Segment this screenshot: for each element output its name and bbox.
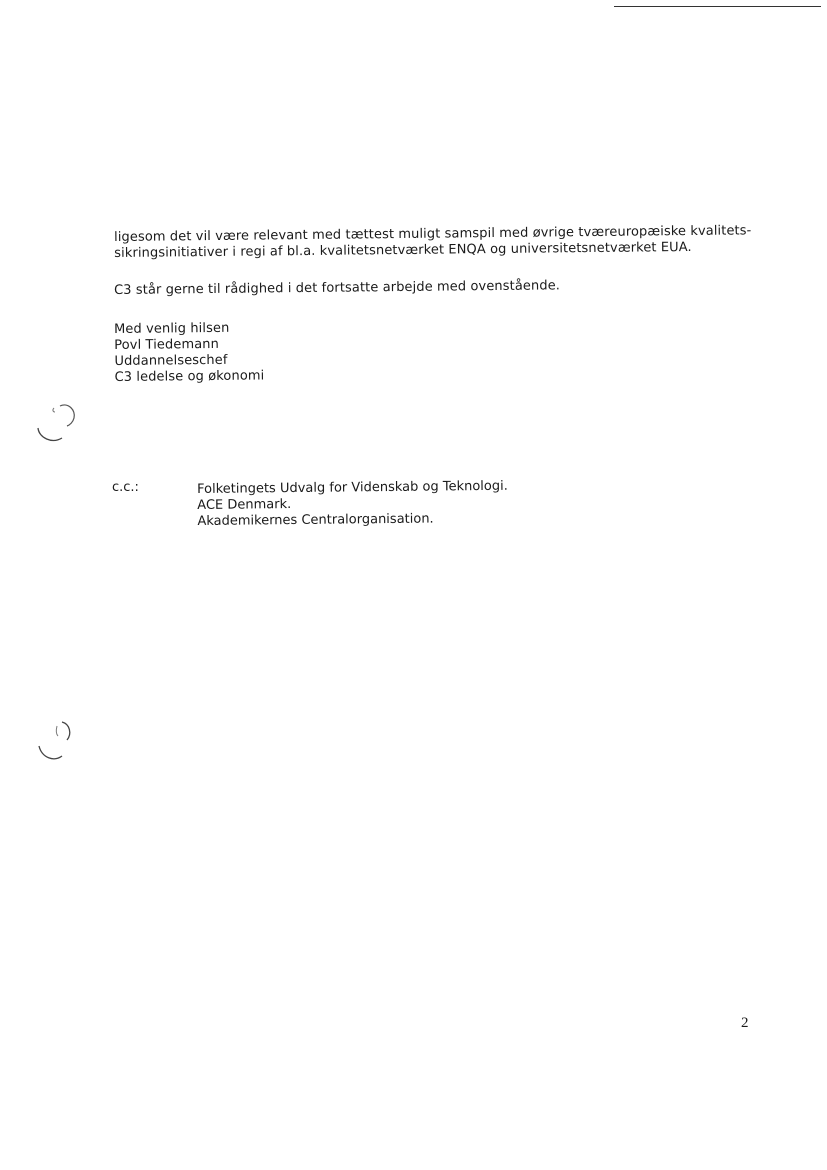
signer-name: Povl Tiedemann bbox=[114, 336, 220, 353]
signer-department: C3 ledelse og økonomi bbox=[114, 368, 265, 385]
cc-recipient: ACE Denmark. bbox=[197, 497, 292, 513]
availability-paragraph: C3 står gerne til rådighed i det fortsatte arbejde med ovenstående. bbox=[114, 278, 561, 298]
cc-recipient-list bbox=[197, 479, 508, 530]
cc-recipient: Akademikernes Centralorganisation. bbox=[197, 511, 434, 529]
paragraph-continuation bbox=[114, 223, 754, 262]
cc-label: c.c.: bbox=[112, 480, 139, 495]
paragraph-line: sikringsinitiativer i regi af bl.a. kvalitetsnetværket ENQA og universitetsnetværket EUA. bbox=[114, 239, 692, 261]
paragraph-line: ligesom det vil være relevant med tættest muligt samspil med øvrige tværeuropæiske kvalitets- bbox=[114, 223, 752, 245]
page-number: 2 bbox=[741, 1015, 749, 1031]
punch-hole-icon bbox=[34, 716, 82, 766]
signer-title: Uddannelseschef bbox=[114, 352, 228, 369]
top-rule bbox=[614, 6, 821, 7]
salutation: Med venlig hilsen bbox=[114, 320, 230, 337]
signature-block bbox=[114, 320, 264, 386]
cc-recipient: Folketingets Udvalg for Videnskab og Teknologi. bbox=[197, 478, 508, 497]
punch-hole-icon bbox=[34, 398, 82, 446]
